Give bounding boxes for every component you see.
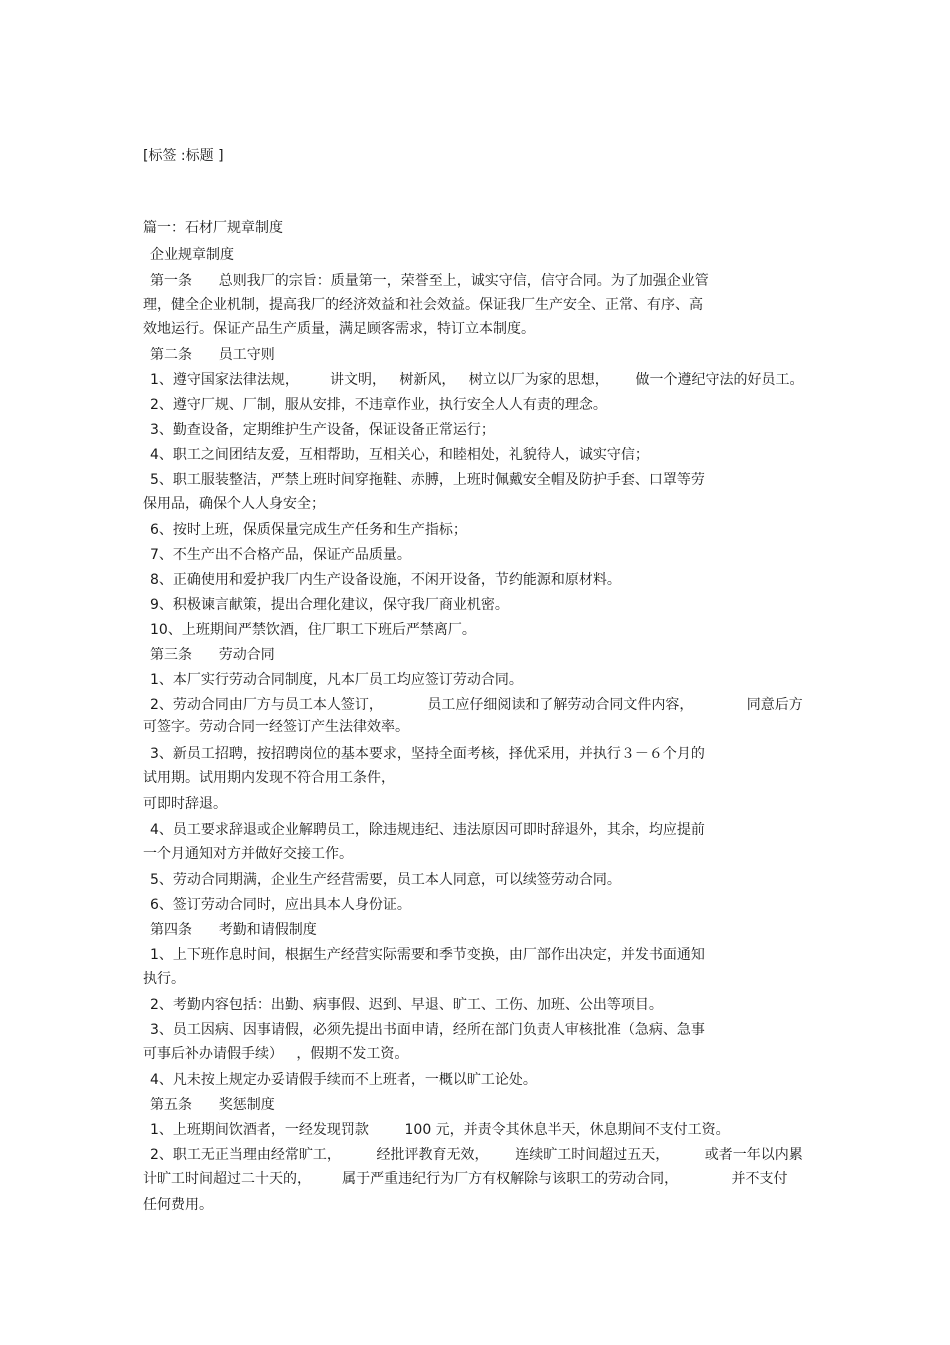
article-1-line-3: 效地运行。保证产品生产质量，满足顾客需求，特订立本制度。 (143, 321, 535, 337)
article-5-heading: 第五条 奖惩制度 (150, 1097, 275, 1113)
article-2-item-3: 3、勤查设备，定期维护生产设备，保证设备正常运行； (150, 422, 495, 438)
article-2-item-5: 5、职工服装整洁，严禁上班时间穿拖鞋、赤膊，上班时佩戴安全帽及防护手套、口罩等劳 (150, 472, 705, 488)
tag-line: [标签 :标题 ] (143, 148, 224, 164)
article-3-item-1: 1、本厂实行劳动合同制度，凡本厂员工均应签订劳动合同。 (150, 672, 523, 688)
article-2-item-1: 1、遵守国家法律法规， 讲文明， 树新风， 树立以厂为家的思想， 做一个遵纪守法的好员工。 (150, 372, 804, 388)
article-1-line-2: 理，健全企业机制，提高我厂的经济效益和社会效益。保证我厂生产安全、正常、有序、高 (143, 297, 703, 313)
article-4-item-3-cont: 可事后补办请假手续） ，假期不发工资。 (143, 1046, 409, 1062)
article-3-item-2: 2、劳动合同由厂方与员工本人签订， 员工应仔细阅读和了解劳动合同文件内容， 同意后方 (150, 697, 803, 713)
article-5-item-2: 2、职工无正当理由经常旷工， 经批评教育无效， 连续旷工时间超过五天， 或者一年以内累 (150, 1147, 803, 1163)
document-title: 篇一：石材厂规章制度 (143, 220, 283, 236)
article-3-item-4: 4、员工要求辞退或企业解聘员工，除违规违纪、违法原因可即时辞退外，其余，均应提前 (150, 822, 705, 838)
article-4-item-2: 2、考勤内容包括：出勤、病事假、迟到、早退、旷工、工伤、加班、公出等项目。 (150, 997, 663, 1013)
article-5-item-1: 1、上班期间饮酒者，一经发现罚款 100 元，并责令其休息半天，休息期间不支付工资。 (150, 1122, 730, 1138)
article-4-item-3: 3、员工因病、因事请假，必须先提出书面申请，经所在部门负责人审核批准（急病、急事 (150, 1022, 705, 1038)
article-3-item-3-cont: 试用期。试用期内发现不符合用工条件， (143, 770, 395, 786)
article-4-item-1-cont: 执行。 (143, 971, 185, 987)
article-2-item-9: 9、积极谏言献策，提出合理化建议，保守我厂商业机密。 (150, 597, 509, 613)
article-3-item-3-cont-2: 可即时辞退。 (143, 796, 227, 812)
article-2-item-10: 10、上班期间严禁饮酒，住厂职工下班后严禁离厂。 (150, 622, 476, 638)
article-5-item-2-cont-2: 任何费用。 (143, 1197, 213, 1213)
article-2-item-2: 2、遵守厂规、厂制，服从安排，不违章作业，执行安全人人有责的理念。 (150, 397, 607, 413)
article-2-item-8: 8、正确使用和爱护我厂内生产设备设施，不闲开设备，节约能源和原材料。 (150, 572, 621, 588)
article-2-item-7: 7、不生产出不合格产品，保证产品质量。 (150, 547, 411, 563)
article-3-item-4-cont: 一个月通知对方并做好交接工作。 (143, 846, 353, 862)
article-1-line-1: 第一条 总则我厂的宗旨：质量第一，荣誉至上，诚实守信，信守合同。为了加强企业管 (150, 273, 709, 289)
article-2-item-4: 4、职工之间团结友爱，互相帮助，互相关心，和睦相处，礼貌待人，诚实守信； (150, 447, 649, 463)
article-2-item-5-cont: 保用品，确保个人人身安全； (143, 496, 325, 512)
article-4-item-4: 4、凡未按上规定办妥请假手续而不上班者，一概以旷工论处。 (150, 1072, 537, 1088)
article-4-item-1: 1、上下班作息时间，根据生产经营实际需要和季节变换，由厂部作出决定，并发书面通知 (150, 947, 705, 963)
article-5-item-2-cont: 计旷工时间超过二十天的， 属于严重违纪行为厂方有权解除与该职工的劳动合同， 并不支付 (143, 1171, 788, 1187)
article-4-heading: 第四条 考勤和请假制度 (150, 922, 317, 938)
document-subtitle: 企业规章制度 (150, 247, 234, 263)
article-2-heading: 第二条 员工守则 (150, 347, 275, 363)
article-3-item-2-cont: 可签字。劳动合同一经签订产生法律效率。 (143, 719, 409, 735)
article-2-item-6: 6、按时上班，保质保量完成生产任务和生产指标； (150, 522, 467, 538)
article-3-heading: 第三条 劳动合同 (150, 647, 275, 663)
article-3-item-5: 5、劳动合同期满，企业生产经营需要，员工本人同意，可以续签劳动合同。 (150, 872, 621, 888)
article-3-item-6: 6、签订劳动合同时，应出具本人身份证。 (150, 897, 411, 913)
article-3-item-3: 3、新员工招聘，按招聘岗位的基本要求，坚持全面考核，择优采用，并执行３－６个月的 (150, 746, 705, 762)
